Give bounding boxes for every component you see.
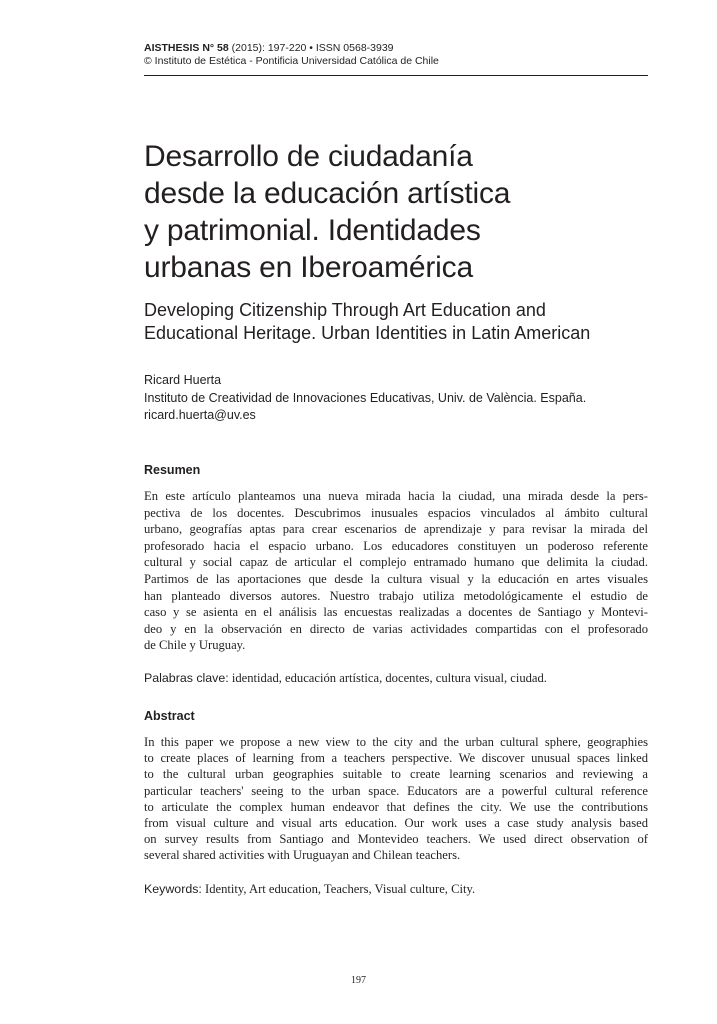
- abstract-keywords: [144, 881, 648, 897]
- resumen-paragraph: [144, 488, 648, 654]
- abstract-heading: Abstract: [144, 709, 195, 723]
- resumen-line: caso y se asienta en el análisis las encuestas realizadas a docentes de Santiago y Montevi-: [144, 605, 648, 620]
- abstract-line: from visual culture and visual arts education. Our work uses a case study analysis based: [144, 816, 648, 831]
- resumen-line: urbano, geografías aptas para crear escenarios de aprendizaje y para revisar la mirada del: [144, 522, 648, 537]
- title-es-line: Desarrollo de ciudadanía: [144, 140, 473, 173]
- abstract-line: to articulate the complex human endeavor that defines the city. We use the contributions: [144, 799, 648, 814]
- title-es-line: urbanas en Iberoamérica: [144, 251, 473, 284]
- keywords-es: identidad, educación artística, docentes, cultura visual, ciudad.: [231, 671, 547, 685]
- abstract-line: several shared activities with Uruguayan and Chilean teachers.: [144, 848, 461, 863]
- title-en-line: Educational Heritage. Urban Identities in Latin American: [144, 323, 591, 343]
- resumen-heading: Resumen: [144, 463, 201, 477]
- resumen-line: han planteado diversos autores. Nuestro trabajo utiliza metodológicamente el estudio de: [144, 588, 648, 603]
- keywords-label-en: Keywords:: [144, 882, 202, 896]
- author-name: Ricard Huerta: [144, 373, 222, 387]
- page-number: 197: [351, 975, 366, 986]
- title-en-line: Developing Citizenship Through Art Education and: [144, 300, 546, 320]
- journal-citation: (2015): 197-220 • ISSN 0568-3939: [231, 42, 394, 54]
- author-block: [144, 372, 664, 425]
- abstract-line: on survey results from Santiago and Montevideo teachers. We used direct observation of: [144, 832, 648, 847]
- resumen-line: deo y en la observación en directo de varias actividades compartidas con el profesorado: [144, 621, 648, 636]
- resumen-line: de Chile y Uruguay.: [144, 638, 246, 653]
- author-affiliation: Instituto de Creatividad de Innovaciones Educativas, Univ. de València. España.: [144, 390, 587, 405]
- header-divider: [144, 75, 648, 76]
- keywords-label-es: Palabras clave:: [144, 671, 229, 685]
- title-es-line: y patrimonial. Identidades: [144, 214, 481, 247]
- title-es-line: desde la educación artística: [144, 177, 511, 210]
- resumen-line: profesorado hacia el espacio urbano. Los educadores constituyen un poderoso referente: [144, 538, 648, 553]
- abstract-line: particular teachers' seeing to the urban space. Educators are a powerful cultural reference: [144, 783, 648, 798]
- resumen-line: pectiva de los docentes. Descubrimos inusuales espacios vinculados al ámbito cultural: [144, 505, 648, 520]
- resumen-line: En este artículo planteamos una nueva mirada hacia la ciudad, una mirada desde la pers-: [144, 489, 648, 503]
- author-email: ricard.huerta@uv.es: [144, 408, 256, 422]
- resumen-line: cultural y social capaz de articular el complejo entramado humano que delimita la ciudad.: [144, 555, 648, 570]
- journal-copyright: © Instituto de Estética - Pontificia Universidad Católica de Chile: [144, 55, 439, 67]
- resumen-keywords: [144, 670, 648, 686]
- abstract-line: to the cultural urban geographies suitable to create learning scenarios and reviewing a: [144, 767, 648, 782]
- abstract-paragraph: [144, 734, 648, 864]
- journal-header: [144, 42, 648, 68]
- keywords-en: Identity, Art education, Teachers, Visual culture, City.: [205, 882, 476, 896]
- journal-name: AISTHESIS N° 58: [144, 42, 229, 54]
- article-title-spanish: [144, 138, 664, 286]
- abstract-line: In this paper we propose a new view to the city and the urban cultural sphere, geographies: [144, 735, 648, 749]
- resumen-line: Partimos de las aportaciones que desde la cultura visual y la educación en artes visuales: [144, 571, 648, 586]
- article-title-english: [144, 299, 664, 345]
- abstract-line: to create places of learning from a teachers perspective. We discover unusual spaces linked: [144, 751, 648, 766]
- journal-citation-line: [144, 42, 648, 55]
